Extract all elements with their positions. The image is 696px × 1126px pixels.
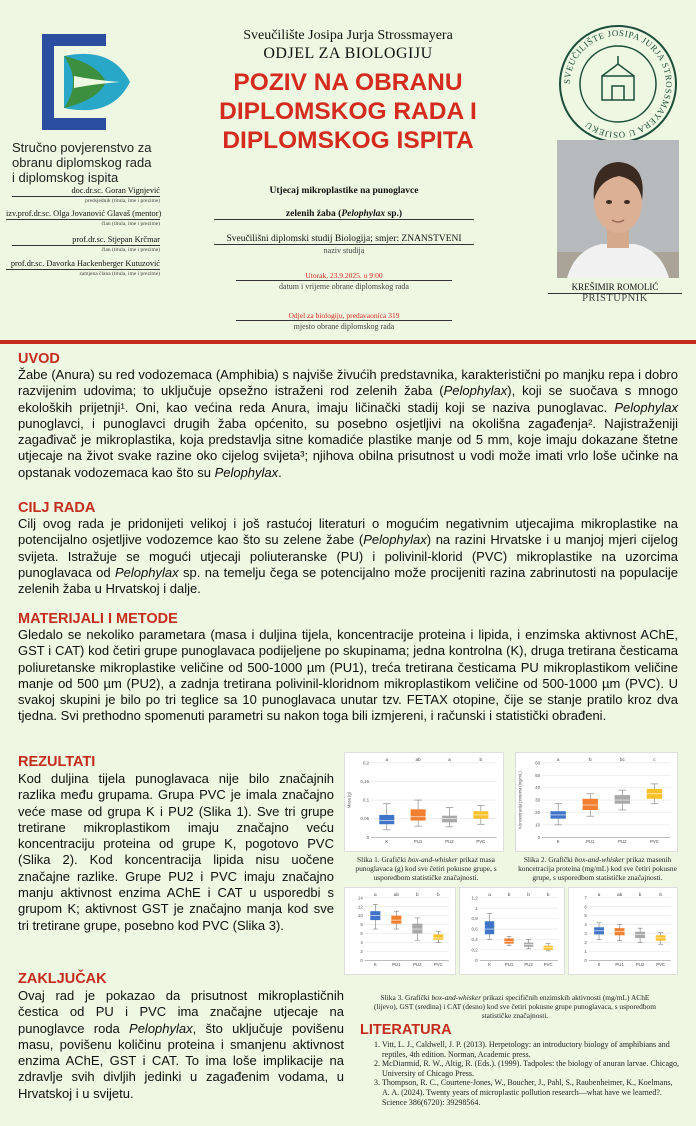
x-tick-label: PVC: [656, 962, 666, 968]
zakljucak-heading: ZAKLJUČAK: [18, 971, 107, 987]
significance-letter: b: [507, 891, 511, 897]
significance-letter: a: [385, 756, 389, 762]
y-tick-label: 7: [584, 895, 587, 901]
x-tick-label: PU2: [445, 839, 454, 845]
member-name: izv.prof.dr.sc. Olga Jovanović Glavaš (mentor): [6, 209, 162, 218]
y-tick-label: 4: [360, 940, 363, 946]
committee-line: i diplomskog ispita: [12, 170, 119, 185]
thesis-title-2: zelenih žaba (Pelophylax sp.): [196, 209, 492, 220]
metode-heading: MATERIJALI I METODE: [18, 611, 178, 627]
committee-member: [12, 235, 160, 253]
department-name: ODJEL ZA BIOLOGIJU: [263, 45, 433, 62]
y-axis-label: Masa (g): [346, 791, 352, 809]
department-logo: [34, 26, 144, 138]
caption-1: Slika 1. Grafički box-and-whisker prikaz masa punoglavaca (g) kod sve četiri pokusne grupe, s usporedbom statističke značajnosti.: [355, 855, 497, 882]
y-axis-label: Koncentracija proteina (mg/mL): [517, 771, 523, 829]
x-tick-label: PVC: [650, 839, 659, 845]
student-photo: [557, 140, 679, 278]
y-tick-label: 0: [475, 957, 478, 963]
x-tick-label: PU1: [504, 962, 514, 968]
significance-letter: c: [653, 756, 656, 762]
significance-letter: a: [597, 891, 601, 897]
box-pu1: [391, 916, 401, 924]
header-divider: [0, 340, 696, 344]
member-role: zamjena člana (titula, ime i prezime): [79, 271, 160, 277]
x-tick-label: PU1: [615, 962, 624, 968]
university-name: Sveučilište Josipa Jurja Strossmayera: [243, 28, 453, 43]
committee-member: [12, 186, 160, 204]
x-tick-label: PVC: [433, 962, 443, 968]
committee-member: [6, 209, 160, 227]
significance-letter: ab: [415, 756, 421, 762]
member-role: predsjednik (titula, ime i prezime): [85, 198, 160, 204]
significance-letter: b: [546, 891, 550, 897]
rezultati-heading: REZULTATI: [18, 754, 96, 770]
y-tick-label: 5: [584, 913, 587, 919]
y-tick-label: 60: [535, 760, 541, 766]
chart-gst: [459, 887, 565, 975]
significance-letter: b: [638, 891, 642, 897]
y-tick-label: 30: [535, 797, 541, 803]
box-pu1: [504, 938, 513, 943]
member-role: član (titula, ime i prezime): [101, 247, 160, 253]
x-tick-label: PU2: [524, 962, 533, 968]
significance-letter: b: [479, 756, 483, 762]
defense-place: Odjel za biologiju, predavaonica 319 mjesto obrane diplomskog rada: [196, 311, 492, 331]
y-tick-label: 0,15: [360, 778, 370, 784]
y-tick-label: 10: [535, 822, 541, 828]
significance-letter: b: [588, 756, 592, 762]
reference-list: [372, 1040, 680, 1107]
y-tick-label: 2: [584, 940, 587, 946]
y-tick-label: 3: [584, 931, 587, 937]
y-tick-label: 0: [584, 957, 587, 963]
y-tick-label: 0,1: [362, 797, 370, 803]
zakljucak-text: Ovaj rad je pokazao da prisutnost mikroplastičnih čestica od PU i PVC ima značajne utjecaje na punoglavce roda Pelophylax, što uključuje povišenu masu, povišenu količinu proteina i smanjenu aktivnost enzima AChE, GST i CAT. To ima loše implikacije na zdravlje svih divljih jedinki u zagađenim vodama, u Hrvatskoj i u svijetu.: [18, 988, 344, 1101]
y-tick-label: 12: [357, 904, 363, 910]
reference-item: 3. Thompson, R. C., Courtene-Jones, W., Boucher, J., Pahl, S., Raubenheimer, K., Koelmans, A. A. (2024). Twenty years of microplastic pollution research—what have we learned?. Science 386(6720): 39298564.: [382, 1078, 680, 1107]
x-tick-label: PU1: [413, 839, 423, 845]
y-tick-label: 4: [584, 922, 587, 928]
y-tick-label: 0,4: [471, 937, 478, 943]
y-tick-label: 20: [535, 810, 541, 816]
rezultati-text: Kod duljina tijela punoglavaca nije bilo značajnih razlika među grupama. Grupa PVC je imala značajno veće mase od grupa K i PU2 (Slika 1). Sve tri grupe tretirane mikroplastikom imaju značajno veću koncentraciju proteina od grupe K, pogotovo PVC (Slika 2). Kod koncentracija lipida nisu uočene značajne razlike. Grupe PU2 i PVC imaju značajno manju aktivnost enzima AChE i CAT u usporedbi s grupom K; aktivnost GST je značajno manja kod sve tri tretirane grupe, posebno kod PVC (Slika 3).: [18, 771, 334, 933]
student-name: KREŠIMIR ROMOLIĆ: [548, 282, 682, 294]
y-tick-label: 0: [366, 834, 370, 840]
significance-letter: b: [437, 891, 440, 897]
y-tick-label: 0,2: [362, 760, 370, 766]
title-line: DIPLOMSKOG RADA I: [219, 98, 477, 125]
member-name: prof.dr.sc. Davorka Hackenberger Kutuzović: [6, 259, 160, 270]
university-seal: [556, 22, 680, 146]
x-tick-label: PU2: [413, 962, 422, 968]
x-tick-label: K: [385, 839, 389, 845]
y-tick-label: 0,8: [471, 916, 478, 922]
y-tick-label: 0: [360, 957, 363, 963]
significance-letter: ab: [393, 891, 399, 897]
x-tick-label: K: [373, 962, 377, 968]
y-tick-label: 1: [475, 905, 478, 911]
committee-heading: [12, 140, 212, 185]
chart-ache: [344, 887, 456, 975]
member-name: prof.dr.sc. Stjepan Krčmar: [12, 235, 160, 246]
y-tick-label: 0: [537, 834, 541, 840]
y-tick-label: 1,2: [471, 895, 478, 901]
title-line: POZIV NA OBRANU: [233, 69, 463, 96]
caption-2: Slika 2. Grafički box-and-whisker prikaz masenih koncetracija proteina (mg/mL) kod sve četiri pokusne grupe, s usporedbom statističke značajnosti.: [518, 855, 677, 882]
significance-letter: b: [416, 891, 419, 897]
box-pu2: [635, 932, 645, 938]
cilj-text: Cilj ovog rada je pridonijeti velikoj i još rastućoj literaturi o mogućim negativnim utjecajima mikroplastike na potencijalno osjetljive vodozemce kao što su zelene žabe (Pelophylax) na razini Hrvatske i u manjoj mjeri cijelog svijeta. Istražuje se mogući utjecaji poliuteranske (PU) i polivinil-klorid (PVC) mikroplastike na uzorcima punoglavaca od Pelophylax sp. na temelju čega se potencijalno može procijeniti razina zabrinutosti na populacije zelenih žaba u Hrvatskoj i dalje.: [18, 516, 679, 597]
significance-letter: a: [556, 756, 560, 762]
x-tick-label: PU2: [618, 839, 627, 845]
box-pu1: [411, 809, 426, 820]
title-line: DIPLOMSKOG ISPITA: [222, 127, 474, 154]
significance-letter: a: [374, 891, 377, 897]
x-tick-label: K: [488, 962, 491, 968]
box-pu2: [442, 816, 457, 823]
caption-3: Slika 3. Grafički box-and-whisker prikazi specifičnih enzimskih aktivnosti (mg/mL) AChE (lijevo), GST (sredina) i CAT (desno) kod sve četiri pokusne grupe punoglavaca, s usporedbom statističke značajnosti.: [374, 993, 656, 1020]
box-pvc: [433, 934, 443, 939]
metode-text: Gledalo se nekoliko parametara (masa i duljina tijela, koncentracije proteina i lipida, i enzimska aktivnost AChE, GST i CAT) kod četiri grupe punoglavaca podijeljene po skupinama; jedna kontrolna (K), druga tretirana česticama poliuretanske mikroplastike veličine od 500-1000 µm (PU1), treća tretirana česticama PU mikroplastikom veličine manje od 500 µm (PU2), a zadnja tretirana polivinil-kloridnom mikroplastikom veličine od 500-1000 µm (PVC). U svakoj skupini je bilo po tri teglice sa 10 punoglavaca unutar tzv. FETAX otopine, čije se stanje pratilo kroz dva tjedna. Svi prethodno spomenuti parametri su nakon toga bili izmjereni, i računski i statistički obrađeni.: [18, 627, 678, 724]
significance-letter: a: [488, 891, 491, 897]
member-role: član (titula, ime i prezime): [101, 221, 160, 227]
y-tick-label: 40: [535, 785, 541, 791]
y-tick-label: 2: [360, 948, 363, 954]
chart-cat: [568, 887, 678, 975]
y-tick-label: 1: [584, 948, 587, 954]
y-tick-label: 0,05: [360, 816, 370, 822]
x-tick-label: K: [556, 839, 560, 845]
x-tick-label: PVC: [476, 839, 486, 845]
committee-line: obranu diplomskog rada: [12, 155, 152, 170]
study-program: Sveučilišni diplomski studij Biologija; smjer: ZNANSTVENI naziv studija: [196, 234, 492, 255]
significance-letter: ab: [616, 891, 623, 897]
x-tick-label: PU2: [635, 962, 645, 968]
box-pu1: [583, 799, 598, 810]
uvod-text: Žabe (Anura) su red vodozemaca (Amphibia) s najviše živućih predstavnika, karakteristični po manjku repa i dobro razvijenim udovima; to uključuje opsežno istraženi rod zelenih žaba (Pelophylax), koji se suočava s mnogo ekoloških prijetnji¹. Oni, kao većina reda Anura, imaju ličinački stadij koji se naziva punoglavac. Pelophylax punoglavci, i punoglavci drugih žaba općenito, su posebno osjetljivi na okolišna zagađenja². Najistraženiji zagađivač je mikroplastika, koja predstavlja sitne komadiće plastike manje od 5 mm, koje imaju dokazane štetne utjecaje na život svake razine oko cijelog svijeta³; njihova obilna prisutnost u vodi može imati vrlo loše učinke na opstanak vodozemaca kao što su Pelophylax.: [18, 367, 679, 480]
student-role: PRISTUPNIK: [582, 293, 648, 304]
uvod-heading: UVOD: [18, 351, 60, 367]
box-pu2: [615, 795, 630, 804]
chart-protein: [515, 752, 678, 852]
y-tick-label: 0,6: [471, 926, 478, 932]
poster-title: [175, 68, 521, 155]
significance-letter: b: [527, 891, 530, 897]
y-tick-label: 0,2: [471, 947, 478, 953]
y-tick-label: 10: [357, 913, 363, 919]
thesis-title-1: Utjecaj mikroplastike na punoglavce: [269, 186, 419, 196]
box-k: [379, 815, 394, 824]
literatura-heading: LITERATURA: [360, 1022, 452, 1038]
significance-letter: bc: [619, 756, 625, 762]
y-tick-label: 6: [360, 931, 363, 937]
x-tick-label: PU1: [586, 839, 595, 845]
significance-letter: b: [659, 891, 662, 897]
y-tick-label: 8: [360, 922, 363, 928]
x-tick-label: PU1: [392, 962, 401, 968]
significance-letter: a: [448, 756, 451, 762]
y-tick-label: 50: [535, 772, 541, 778]
box-k: [485, 921, 494, 934]
x-tick-label: PVC: [543, 962, 553, 968]
cilj-heading: CILJ RADA: [18, 500, 96, 516]
defense-datetime: Utorak, 23.9.2025. u 9:00 datum i vrijeme obrane diplomskog rada: [196, 271, 492, 291]
reference-item: 2. McDiarmid, R. W., Altig, R. (Eds.). (1999). Tadpoles: the biology of anuran larvae. Chicago, University of Chicago Press.: [382, 1059, 680, 1078]
svg-text:SVEUČILIŠTE JOSIPA JURJA STROS: SVEUČILIŠTE JOSIPA JURJA STROSSMAYERA U OSIJEKU: [561, 27, 675, 141]
x-tick-label: K: [597, 962, 601, 968]
box-pu2: [412, 924, 422, 934]
y-tick-label: 14: [357, 895, 363, 901]
y-tick-label: 6: [584, 904, 587, 910]
member-name: doc.dr.sc. Goran Vignjević: [12, 186, 160, 197]
committee-line: Stručno povjerenstvo za: [12, 140, 152, 155]
reference-item: 1. Vitt, L. J., Caldwell, J. P. (2013). Herpetology: an introductory biology of amphibians and reptiles, 4th edition. Norman, Academic press.: [382, 1040, 680, 1059]
committee-member: [6, 259, 160, 277]
chart-mass: [344, 752, 504, 852]
